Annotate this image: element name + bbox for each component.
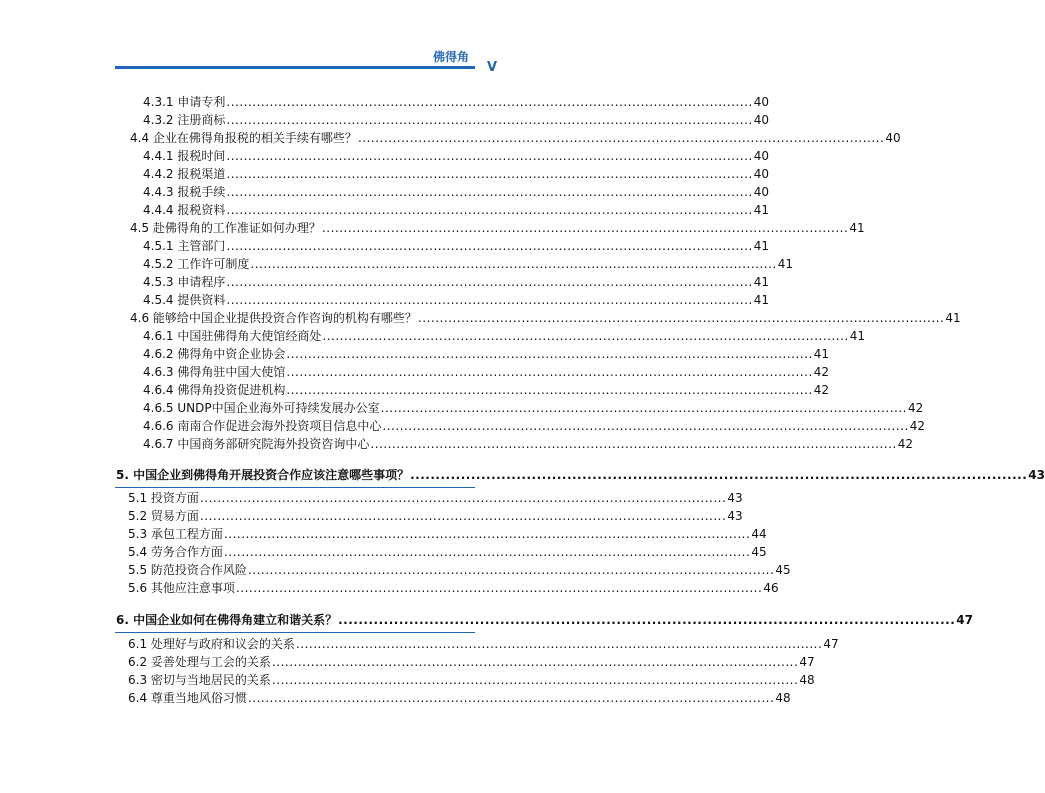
- dot-leader: ..........................................................................................................................: [286, 347, 813, 361]
- page-number: 40: [753, 185, 770, 199]
- page-number: 41: [945, 311, 961, 325]
- page-number: 40: [753, 167, 770, 181]
- page-number: 46: [763, 581, 779, 595]
- dot-leader: ..........................................................................................................................: [417, 311, 945, 325]
- toc-entry[interactable]: 5.5 防范投资合作风险 .......................................................................................................................... 45: [128, 563, 791, 577]
- dot-leader: ..........................................................................................................................: [410, 468, 1028, 482]
- dot-leader: ..........................................................................................................................: [199, 491, 727, 505]
- page-number: 41: [753, 293, 770, 307]
- page-number: 45: [775, 563, 791, 577]
- toc-entry[interactable]: 6.1 处理好与政府和议会的关系 .......................................................................................................................... 47: [128, 637, 839, 651]
- toc-entry[interactable]: 6.2 妥善处理与工会的关系 .......................................................................................................................... 47: [128, 655, 815, 669]
- dot-leader: ..........................................................................................................................: [286, 383, 813, 397]
- toc-entry[interactable]: 4.4.4 报税资料 .......................................................................................................................... 41: [143, 203, 770, 217]
- page-number: 40: [753, 113, 770, 127]
- page-number: 41: [777, 257, 794, 271]
- dot-leader: ..........................................................................................................................: [226, 185, 753, 199]
- page-number: 47: [956, 613, 973, 627]
- page-number: 41: [849, 329, 866, 343]
- dot-leader: ..........................................................................................................................: [199, 509, 727, 523]
- toc-entry[interactable]: 5.6 其他应注意事项 .......................................................................................................................... 46: [128, 581, 779, 595]
- dot-leader: ..........................................................................................................................: [370, 437, 897, 451]
- toc-entry[interactable]: 4.5 赴佛得角的工作准证如何办理？ .......................................................................................................................... 41: [130, 221, 865, 235]
- toc-entry[interactable]: 4.5.2 工作许可制度 .......................................................................................................................... 41: [143, 257, 794, 271]
- dot-leader: ..........................................................................................................................: [226, 95, 753, 109]
- toc-entry[interactable]: 4.6.2 佛得角中资企业协会 .......................................................................................................................... 41: [143, 347, 830, 361]
- page-number: 48: [799, 673, 815, 687]
- dot-leader: ..........................................................................................................................: [226, 203, 753, 217]
- page-number: 42: [813, 383, 830, 397]
- dot-leader: ..........................................................................................................................: [247, 691, 775, 705]
- dot-leader: ..........................................................................................................................: [382, 419, 909, 433]
- page-number: 41: [849, 221, 865, 235]
- dot-leader: ..........................................................................................................................: [295, 637, 823, 651]
- toc-entry[interactable]: 4.6 能够给中国企业提供投资合作咨询的机构有哪些？ .......................................................................................................................... 41: [130, 311, 961, 325]
- page-number: 41: [753, 203, 770, 217]
- header-title: 佛得角: [432, 50, 469, 64]
- dot-leader: ..........................................................................................................................: [247, 563, 775, 577]
- page-number: 40: [753, 149, 770, 163]
- dot-leader: ..........................................................................................................................: [223, 527, 751, 541]
- dot-leader: ..........................................................................................................................: [226, 239, 753, 253]
- toc-entry[interactable]: 5.4 劳务合作方面 .......................................................................................................................... 45: [128, 545, 767, 559]
- page-number: 43: [1028, 468, 1045, 482]
- toc-entry[interactable]: 5.2 贸易方面 .......................................................................................................................... 43: [128, 509, 743, 523]
- toc-entry[interactable]: 4.5.3 申请程序 .......................................................................................................................... 41: [143, 275, 770, 289]
- page-number: 45: [751, 545, 767, 559]
- toc-entry[interactable]: 4.4.1 报税时间 .......................................................................................................................... 40: [143, 149, 770, 163]
- page-number: 40: [753, 95, 770, 109]
- dot-leader: ..........................................................................................................................: [271, 673, 799, 687]
- page-number: 41: [753, 239, 770, 253]
- toc-chapter-entry[interactable]: 5. 中国企业到佛得角开展投资合作应该注意哪些事项？ .......................................................................................................................... 43: [116, 468, 1045, 482]
- page-number: 41: [813, 347, 830, 361]
- dot-leader: ..........................................................................................................................: [226, 293, 753, 307]
- dot-leader: ..........................................................................................................................: [226, 275, 753, 289]
- page-number: 40: [885, 131, 901, 145]
- section-rule: [115, 632, 475, 633]
- dot-leader: ..........................................................................................................................: [226, 167, 753, 181]
- page-number: 42: [909, 419, 926, 433]
- dot-leader: ..........................................................................................................................: [250, 257, 777, 271]
- page-number: 42: [897, 437, 914, 451]
- toc-entry[interactable]: 4.4.2 报税渠道 .......................................................................................................................... 40: [143, 167, 770, 181]
- page-number: 47: [799, 655, 815, 669]
- toc-entry[interactable]: 4.6.1 中国驻佛得角大使馆经商处 .......................................................................................................................... 41: [143, 329, 866, 343]
- page-number: 47: [823, 637, 839, 651]
- dot-leader: ..........................................................................................................................: [338, 613, 956, 627]
- toc-entry[interactable]: 4.6.5 UNDP中国企业海外可持续发展办公室 .......................................................................................................................... 42: [143, 401, 924, 415]
- dot-leader: ..........................................................................................................................: [357, 131, 885, 145]
- toc-entry[interactable]: 4.3.2 注册商标 .......................................................................................................................... 40: [143, 113, 770, 127]
- page-number: 41: [753, 275, 770, 289]
- page-number: 43: [727, 491, 743, 505]
- toc-entry[interactable]: 4.6.4 佛得角投资促进机构 .......................................................................................................................... 42: [143, 383, 830, 397]
- toc-entry[interactable]: 5.1 投资方面 .......................................................................................................................... 43: [128, 491, 743, 505]
- toc-entry[interactable]: 4.6.7 中国商务部研究院海外投资咨询中心 .......................................................................................................................... 42: [143, 437, 914, 451]
- dot-leader: ..........................................................................................................................: [286, 365, 813, 379]
- page-number: 44: [751, 527, 767, 541]
- toc-entry[interactable]: 4.3.1 申请专利 .......................................................................................................................... 40: [143, 95, 770, 109]
- toc-entry[interactable]: 4.5.4 提供资料 .......................................................................................................................... 41: [143, 293, 770, 307]
- dot-leader: ..........................................................................................................................: [226, 113, 753, 127]
- toc-entry[interactable]: 4.6.6 南南合作促进会海外投资项目信息中心 .......................................................................................................................... 42: [143, 419, 926, 433]
- toc-entry[interactable]: 4.5.1 主管部门 .......................................................................................................................... 41: [143, 239, 770, 253]
- toc-entry[interactable]: 5.3 承包工程方面 .......................................................................................................................... 44: [128, 527, 767, 541]
- toc-entry[interactable]: 4.4.3 报税手续 .......................................................................................................................... 40: [143, 185, 770, 199]
- page-number: 42: [908, 401, 924, 415]
- toc-entry[interactable]: 4.6.3 佛得角驻中国大使馆 .......................................................................................................................... 42: [143, 365, 830, 379]
- page-number: 42: [813, 365, 830, 379]
- dot-leader: ..........................................................................................................................: [271, 655, 799, 669]
- dot-leader: ..........................................................................................................................: [380, 401, 907, 415]
- dot-leader: ..........................................................................................................................: [322, 329, 849, 343]
- toc-entry[interactable]: 4.4 企业在佛得角报税的相关手续有哪些？ .......................................................................................................................... 40: [130, 131, 901, 145]
- toc-entry[interactable]: 6.3 密切与当地居民的关系 .......................................................................................................................... 48: [128, 673, 815, 687]
- dot-leader: ..........................................................................................................................: [226, 149, 753, 163]
- dot-leader: ..........................................................................................................................: [321, 221, 849, 235]
- toc-chapter-entry[interactable]: 6. 中国企业如何在佛得角建立和谐关系？ .......................................................................................................................... 47: [116, 613, 973, 627]
- page-number: 48: [775, 691, 791, 705]
- toc-entry[interactable]: 6.4 尊重当地风俗习惯 .......................................................................................................................... 48: [128, 691, 791, 705]
- dot-leader: ..........................................................................................................................: [223, 545, 751, 559]
- page-number: 43: [727, 509, 743, 523]
- page-numeral: V: [487, 60, 498, 75]
- dot-leader: ..........................................................................................................................: [235, 581, 763, 595]
